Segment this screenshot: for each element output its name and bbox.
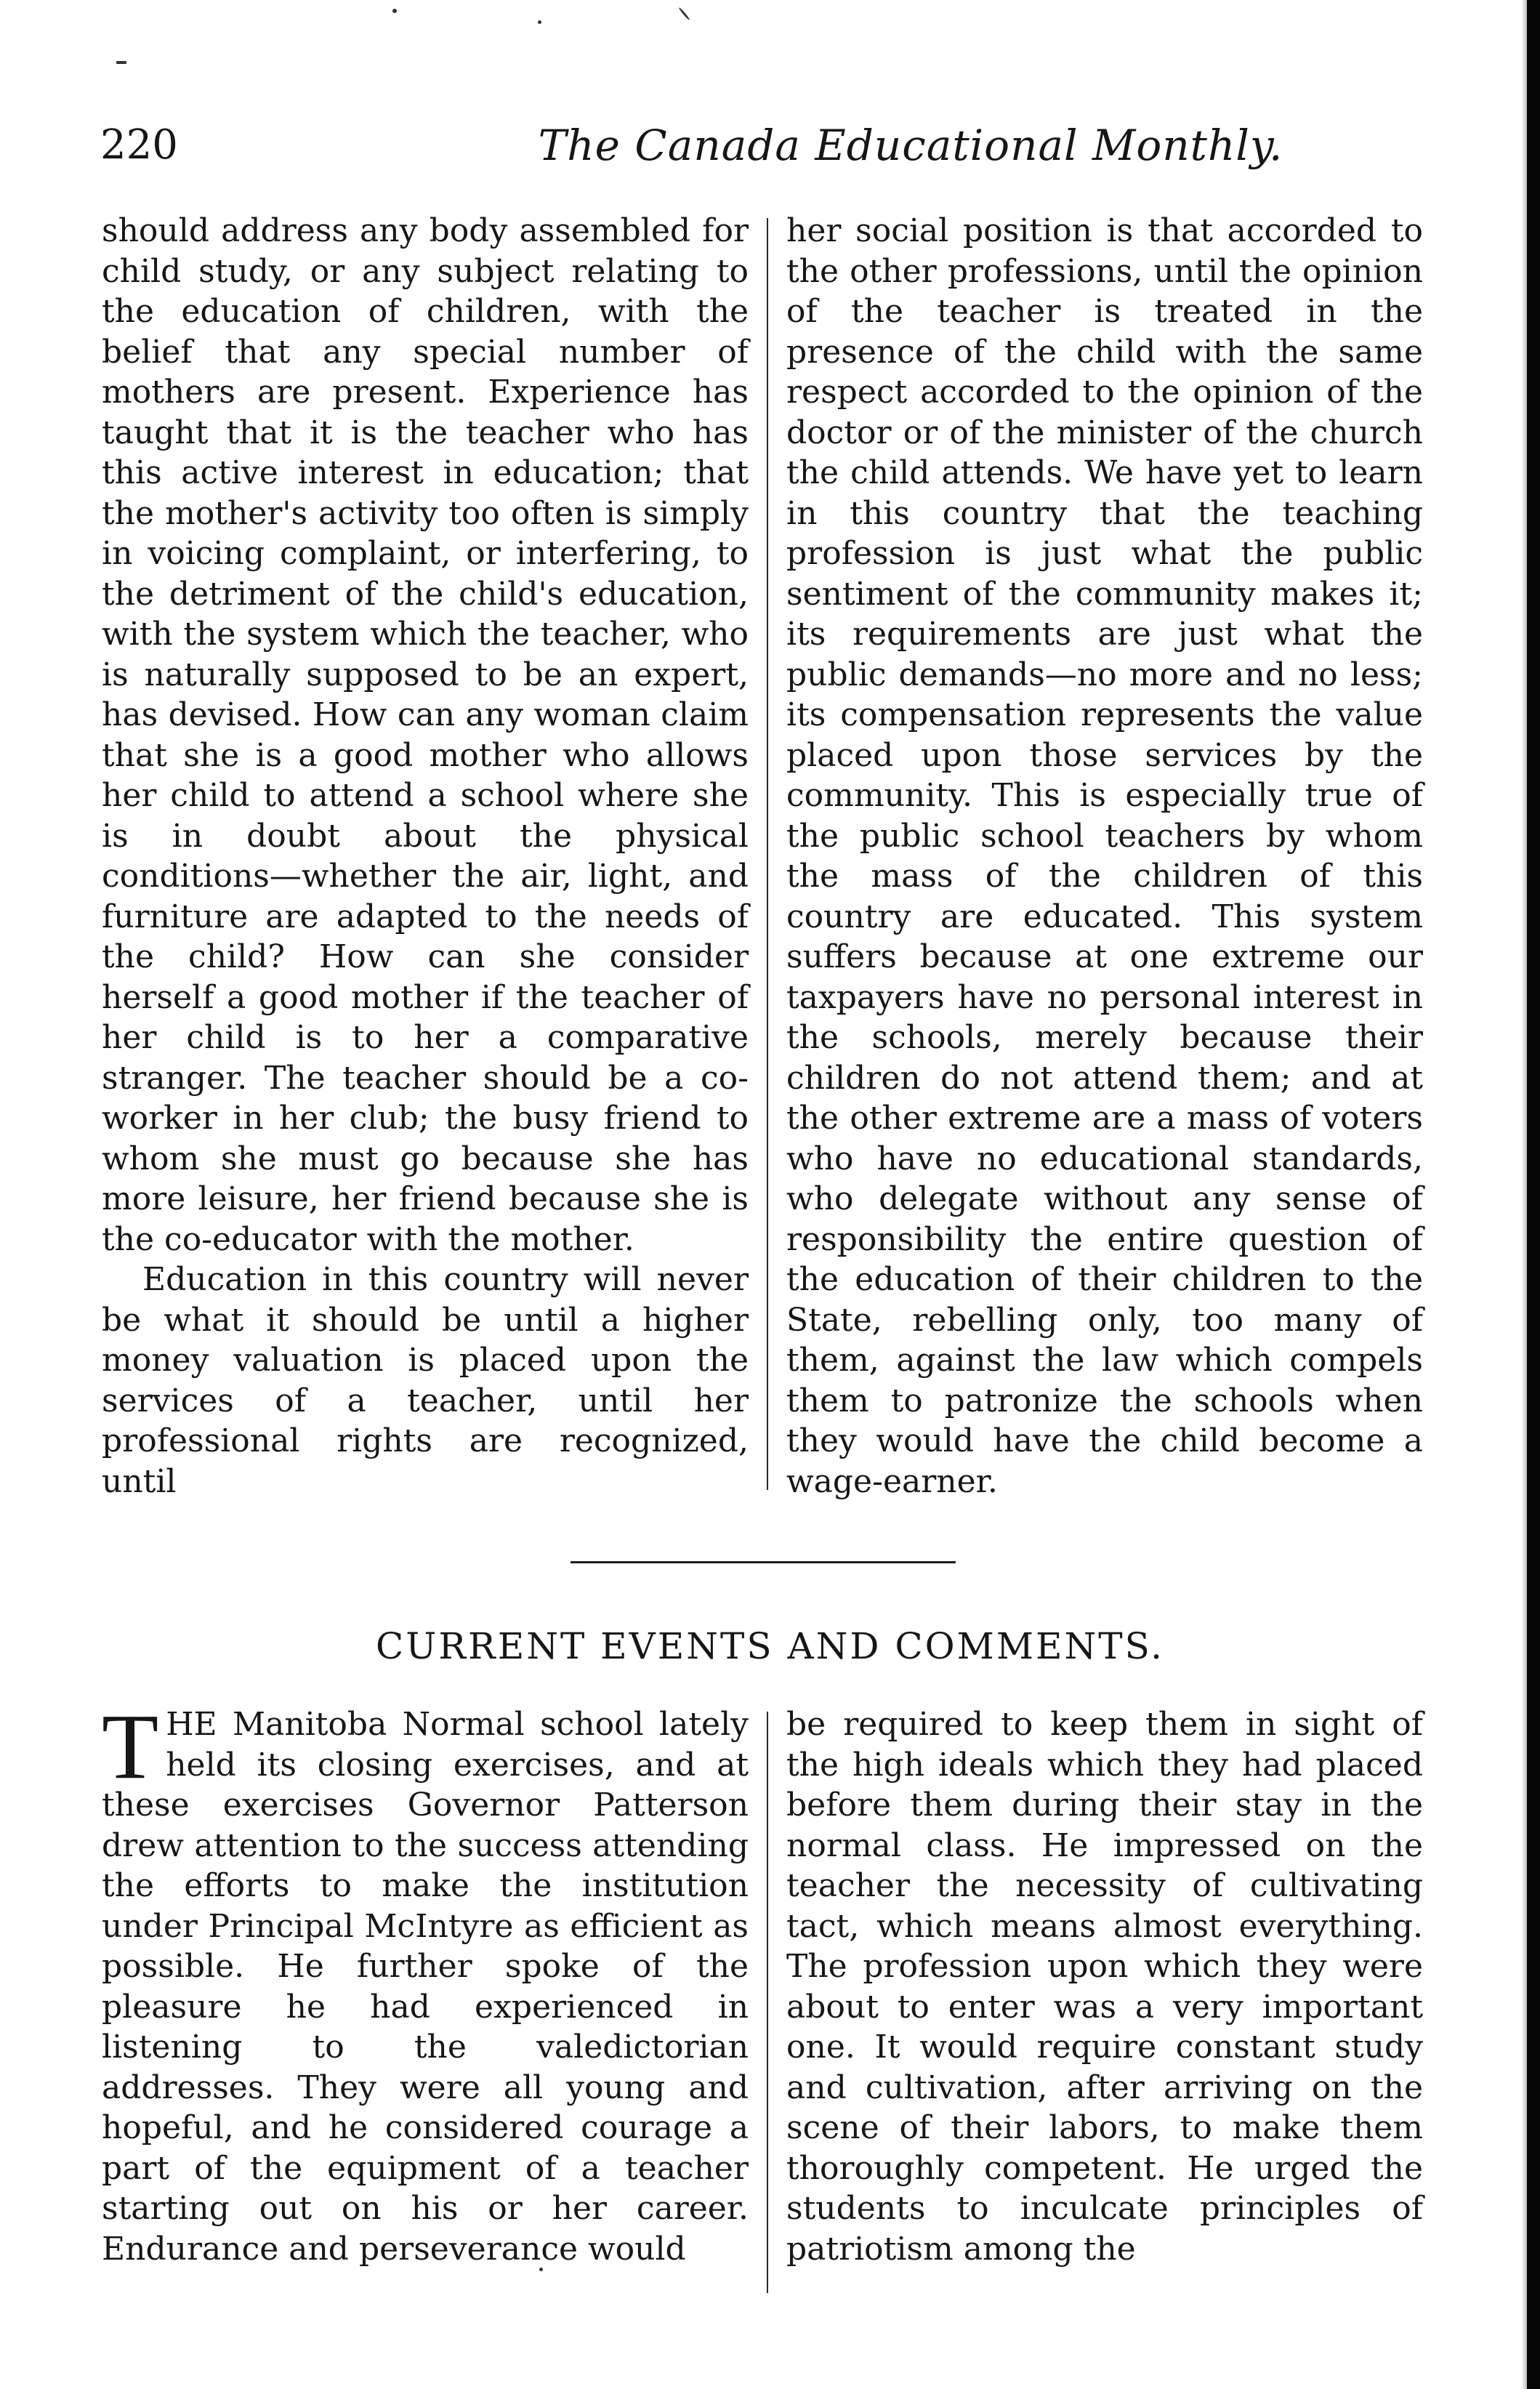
scan-speck <box>539 2268 543 2271</box>
section-heading: CURRENT EVENTS AND COMMENTS. <box>376 1625 1164 1667</box>
scan-speck <box>116 61 126 64</box>
scan-edge-shadow <box>1521 0 1527 2389</box>
article-paragraph-3: her social position is that accorded to the other professions, until the opinion of the teacher is treated in the presence of the child with the same respect accorded to the opinion of the doctor or of the minister of the church the child attends. We have yet to learn in this country that the teaching profession is just what the public sentiment of the community makes it; its requirements are just what the public demands—no more and no less; its compensation represents the value placed upon those services by the community. This is especially true of the public school teachers by whom the mass of the children of this country are educated. This system suffers because at one extreme our taxpayers have no personal interest in the schools, merely because their children do not attend them; and at the other extreme are a mass of voters who have no educational standards, who delegate without any sense of responsibility the entire question of the education of their children to the State, rebelling only, too many of them, against the law which compels them to patronize the schools when they would have the child become a wage-earner. <box>786 212 1423 1500</box>
article-paragraph-2: Education in this country will never be what it should be until a higher money valuation is placed upon the services of a teacher, until her professional rights are recognized, until <box>102 1261 749 1500</box>
article-right-column <box>786 211 1423 1502</box>
section-paragraph-1-text: HE Manitoba Normal school lately held its closing exercises, and at these exercises Governor Patterson drew attention to the success attending the efforts to make the institution under Principal McIntyre as efficient as possible. He further spoke of the pleasure he had experienced in listening to the valedictorian addresses. They were all young and hopeful, and he considered courage a part of the equipment of a teacher starting out on his or her career. Endurance and perseverance would <box>102 1706 749 2268</box>
journal-title: The Canada Educational Monthly. <box>538 121 1283 170</box>
article-paragraph-1: should address any body assembled for child study, or any subject relating to the education of children, with the belief that any special number of mothers are present. Experience has taught that it is the teacher who has this active interest in education; that the mother's activity too often is simply in voicing complaint, or interfering, to the detriment of the child's education, with the system which the teacher, who is naturally supposed to be an expert, has devised. How can any woman claim that she is a good mother who allows her child to attend a school where she is in doubt about the physical conditions—whether the air, light, and furniture are adapted to the needs of the child? How can she consider herself a good mother if the teacher of her child is to her a comparative stranger. The teacher should be a co-worker in her club; the busy friend to whom she must go because she has more leisure, her friend because she is the co-educator with the mother. <box>102 212 749 1258</box>
page-number: 220 <box>100 121 178 169</box>
section-right-column <box>786 1704 1423 2269</box>
column-rule-top <box>767 218 768 1490</box>
article-left-column <box>102 211 749 1502</box>
scan-edge <box>1527 0 1540 2389</box>
section-left-column <box>102 1695 749 2269</box>
section-paragraph-2: be required to keep them in sight of the high ideals which they had placed before them during their stay in the normal class. He impressed on the teacher the necessity of cultivating tact, which means almost everything. The profession upon which they were about to enter was a very important one. It would require constant study and cultivation, after arriving on the scene of their labors, to make them thoroughly competent. He urged the students to inculcate principles of patriotism among the <box>786 1706 1423 2268</box>
section-paragraph-1 <box>102 1695 749 2269</box>
section-divider <box>571 1561 956 1563</box>
scan-speck <box>538 20 541 24</box>
drop-cap: T <box>102 1695 159 1798</box>
scan-speck <box>678 7 690 21</box>
running-head <box>100 116 1430 174</box>
column-rule-bottom <box>767 1712 768 2293</box>
scan-speck <box>392 9 397 13</box>
